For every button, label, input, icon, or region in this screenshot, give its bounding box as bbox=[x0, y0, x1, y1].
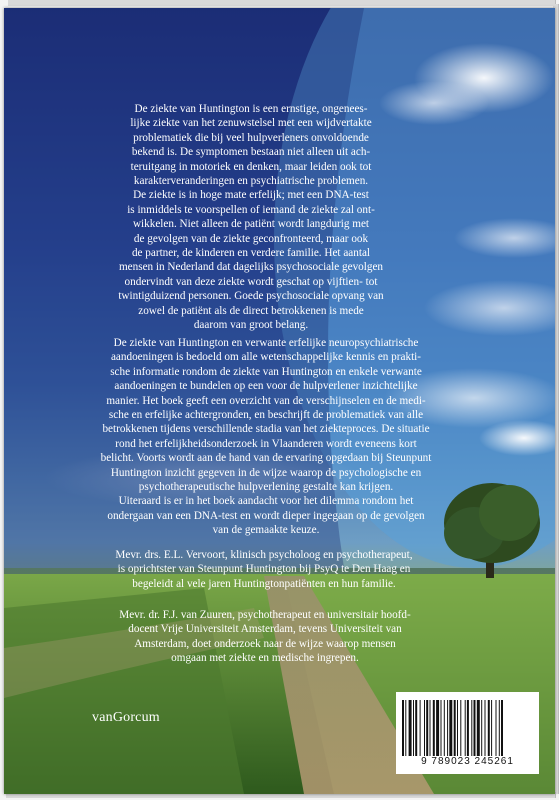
barcode-bar bbox=[402, 700, 404, 756]
isbn-barcode bbox=[396, 692, 539, 774]
barcode-bar bbox=[444, 700, 445, 756]
cover-text-area bbox=[4, 8, 555, 794]
text-line: de gevolgen van de ziekte geconfronteerd, maar ook bbox=[133, 232, 369, 245]
barcode-bar bbox=[501, 700, 503, 756]
text-line: bekend is. De symptomen bestaan niet alleen uit ach- bbox=[131, 146, 371, 159]
barcode-bars bbox=[402, 700, 533, 756]
barcode-bar bbox=[415, 700, 417, 756]
barcode-bar bbox=[424, 700, 425, 756]
text-line: betrokkenen tijdens verschillende stadia van het ziekteproces. De situatie bbox=[102, 423, 430, 436]
barcode-bar bbox=[426, 700, 428, 756]
text-line: is inmiddels te voorspellen of iemand de ziekte zal ont- bbox=[127, 203, 375, 216]
barcode-bar bbox=[430, 700, 431, 756]
barcode-bar bbox=[420, 700, 421, 756]
text-line: sche informatie rondom de ziekte van Huntington en enkele verwante bbox=[110, 365, 422, 378]
text-line: Mevr. drs. E.L. Vervoort, klinisch psycholoog en psychotherapeut, bbox=[115, 549, 413, 561]
text-line: de partner, de kinderen en verdere familie. Het aantal bbox=[131, 247, 371, 260]
text-line: Mevr. dr. F.J. van Zuuren, psychotherapeut en universitair hoofd- bbox=[119, 609, 411, 621]
barcode-bar bbox=[433, 700, 435, 756]
text-line: sche en erfelijke achtergronden, en beschrijft de problematiek van alle bbox=[108, 409, 424, 422]
text-line: ondervindt van deze ziekte wordt geschat op vijftien- tot bbox=[124, 275, 378, 288]
text-line: Huntington inzicht gegeven in de wijze waarop de psychologische en bbox=[110, 466, 422, 479]
barcode-bar bbox=[465, 700, 466, 756]
isbn-number: 9 789023 245261 bbox=[421, 756, 514, 767]
text-line: van de gemaakte keuze. bbox=[212, 524, 320, 537]
book-back-cover bbox=[4, 8, 555, 794]
barcode-bar bbox=[413, 700, 414, 756]
barcode-bar bbox=[499, 700, 500, 756]
text-line: Uiteraard is er in het boek aandacht voor het dilemma rondom het bbox=[118, 495, 414, 508]
text-line: docent Vrije Universiteit Amsterdam, tevens Universiteit van bbox=[128, 623, 402, 636]
text-line: De ziekte van Huntington is een ernstige, ongenees- bbox=[134, 103, 368, 115]
barcode-bar bbox=[405, 700, 406, 756]
text-line: mensen in Nederland dat dagelijks psychosociale gevolgen bbox=[118, 261, 384, 274]
description-paragraph bbox=[70, 336, 462, 538]
text-line: begeleidt al vele jaren Huntingtonpatiënten en hun familie. bbox=[132, 577, 396, 590]
barcode-bar bbox=[485, 700, 486, 756]
intro-paragraph bbox=[80, 102, 422, 333]
barcode-bar bbox=[457, 700, 458, 756]
text-line: teruitgang in motoriek en denken, maar leiden ook tot bbox=[130, 160, 372, 173]
text-line: ondergaan van een DNA-test en wordt dieper ingegaan op de gevolgen bbox=[107, 509, 425, 522]
text-line: psychotherapeutische hulpverlening gestalte kan krijgen. bbox=[138, 481, 394, 494]
barcode-bar bbox=[491, 700, 492, 756]
publisher-logo: vanGorcum bbox=[92, 710, 160, 725]
text-line: problematiek die bij veel hulpverleners onvoldoende bbox=[133, 131, 369, 144]
barcode-bar bbox=[496, 700, 497, 756]
barcode-bar bbox=[488, 700, 490, 756]
author-bio-vervoort bbox=[84, 548, 444, 591]
barcode-bar bbox=[474, 700, 476, 756]
text-line: omgaan met ziekte en medische ingrepen. bbox=[171, 652, 359, 665]
text-line: zowel de patiënt als de direct betrokkenen is mede bbox=[138, 304, 364, 317]
text-line: aandoeningen is bedoeld om alle wetenschappelijke kennis en prakti- bbox=[110, 351, 422, 364]
author-bio-van-zuuren bbox=[78, 608, 452, 666]
barcode-bar bbox=[471, 700, 472, 756]
text-line: karakterveranderingen en psychiatrische problemen. bbox=[133, 175, 369, 188]
text-line: rond het erfelijkheidsonderzoek in Vlaanderen wordt eveneens kort bbox=[115, 437, 417, 450]
barcode-bar bbox=[447, 700, 448, 756]
barcode-bar bbox=[441, 700, 442, 756]
text-line: twintigduizend personen. Goede psychosociale opvang van bbox=[118, 290, 384, 303]
barcode-bar bbox=[467, 700, 469, 756]
barcode-bar bbox=[477, 700, 480, 756]
text-line: lijke ziekte van het zenuwstelsel met een wijdvertakte bbox=[130, 117, 372, 130]
text-line: manier. Het boek geeft een overzicht van de verschijnselen en de medi- bbox=[106, 394, 426, 407]
text-line: is oprichtster van Steunpunt Huntington bij PsyQ te Den Haag en bbox=[117, 563, 411, 576]
barcode-bar bbox=[449, 700, 452, 756]
text-line: belicht. Voorts wordt aan de hand van de ervaring opgedaan bij Steunpunt bbox=[100, 452, 432, 465]
barcode-bar bbox=[454, 700, 456, 756]
barcode-bar bbox=[436, 700, 439, 756]
barcode-bar bbox=[409, 700, 412, 756]
text-line: De ziekte van Huntington en verwante erfelijke neuropsychiatrische bbox=[113, 337, 419, 349]
barcode-bar bbox=[481, 700, 482, 756]
text-line: De ziekte is in hoge mate erfelijk; met een DNA-test bbox=[133, 189, 369, 202]
text-line: aandoeningen te bundelen op een voor de hulpverlener inzichtelijke bbox=[114, 380, 418, 393]
page-edge bbox=[8, 0, 556, 6]
text-line: daarom van groot belang. bbox=[193, 319, 309, 332]
barcode-bar bbox=[460, 700, 461, 756]
text-line: Amsterdam, doet onderzoek naar de wijze waarop mensen bbox=[134, 637, 396, 650]
text-line: wikkelen. Niet alleen de patiënt wordt langdurig met bbox=[132, 218, 370, 231]
